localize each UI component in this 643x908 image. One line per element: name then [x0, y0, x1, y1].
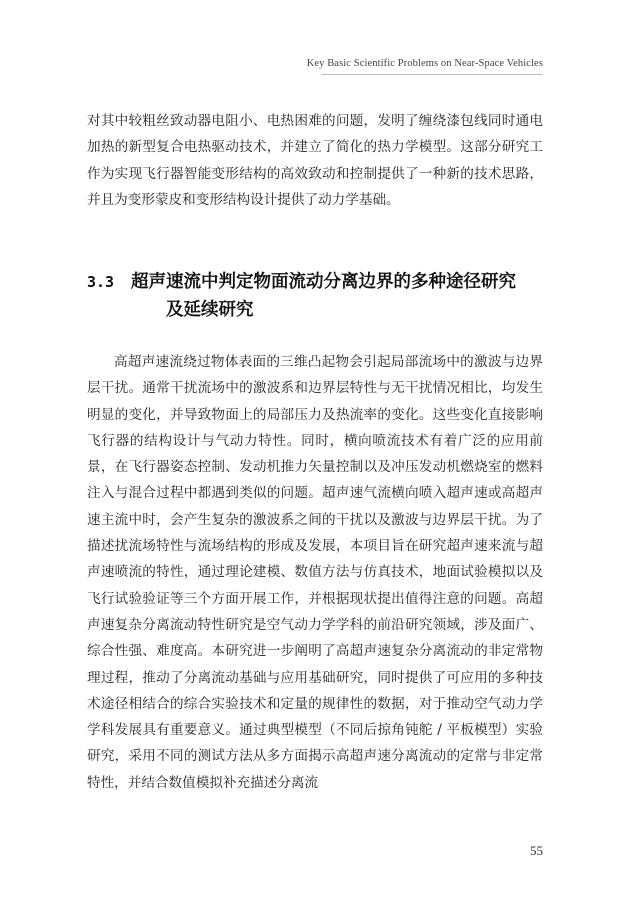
section-title-line-1: 超声速流中判定物面流动分离边界的多种途径研究	[131, 272, 516, 292]
section-number: 3.3	[87, 273, 115, 291]
body-paragraph-1: 对其中较粗丝致动器电阻小、电热困难的问题，发明了缠绕漆包线同时通电加热的新型复合电热驱动技术，并建立了简化的热力学模型。这部分研究工作为实现飞行器智能变形结构的高效致动和控制提供了一种新的技术思路，并且为变形蒙皮和变形结构设计提供了动力学基础。	[87, 113, 543, 208]
section-title-line-2: 及延续研究	[166, 300, 254, 320]
running-header: Key Basic Scientific Problems on Near-Space Vehicles	[306, 58, 543, 69]
section-heading	[87, 268, 543, 324]
body-paragraph-2: 高超声速流绕过物体表面的三维凸起物会引起局部流场中的激波与边界层干扰。通常干扰流场中的激波系和边界层特性与无干扰情况相比，均发生明显的变化，并导致物面上的局部压力及热流率的变化。这些变化直接影响飞行器的结构设计与气动力特性。同时，横向喷流技术有着广泛的应用前景，在飞行器姿态控制、发动机推力矢量控制以及冲压发动机燃烧室的燃料注入与混合过程中都遇到类似的问题。超声速气流横向喷入超声速或高超声速主流中时，会产生复杂的激波系之间的干扰以及激波与边界层干扰。为了描述扰流场特性与流场结构的形成及发展，本项目旨在研究超声速来流与超声速喷流的特性，通过理论建模、数值方法与仿真技术，地面试验模拟以及飞行试验验证等三个方面开展工作，并根据现状提出值得注意的问题。高超声速复杂分离流动特性研究是空气动力学学科的前沿研究领域，涉及面广、综合性强、难度高。本研究进一步阐明了高超声速复杂分离流动的非定常物理过程，推动了分离流动基础与应用基础研究，同时提供了可应用的多种技术途径相结合的综合实验技术和定量的规律性的数据，对于推动空气动力学学科发展具有重要意义。通过典型模型（不同后掠角钝舵 / 平板模型）实验研究，采用不同的测试方法从多方面揭示高超声速分离流动的定常与非定常特性，并结合数值模拟补充描述分离流	[87, 354, 543, 791]
page-number: 55	[530, 843, 543, 858]
header-rule	[321, 74, 543, 75]
